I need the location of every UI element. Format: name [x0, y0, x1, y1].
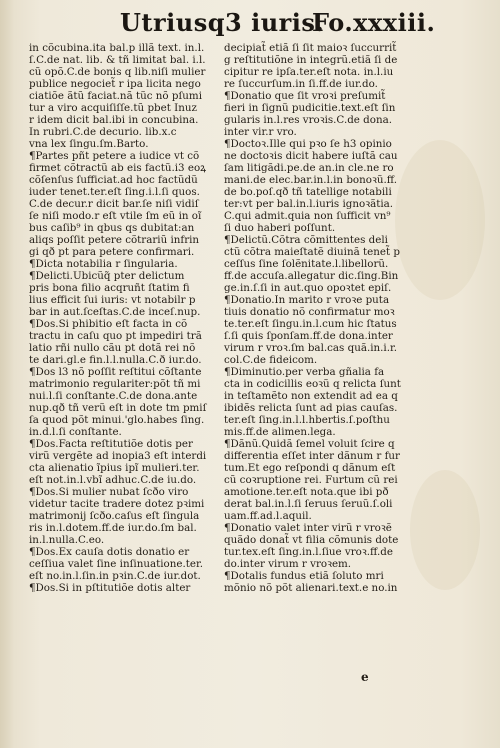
- text-line: ſ.ſi quis ſponſam.ff.de dona.inter: [224, 330, 393, 342]
- text-line: bar in aut.ſceſtas.C.de inceſ.nup.: [29, 306, 201, 318]
- text-line: ¶Diminutio.per verba gñalia fa: [224, 366, 385, 378]
- text-line: ge.in.ſ.ſi in aut.quo opoꝛtet epiſ.: [224, 282, 392, 294]
- text-line: vna lex ſingu.ſm.Barto.: [29, 138, 149, 150]
- text-line: mis.ff.de alimen.lega.: [224, 426, 336, 438]
- left-text-column: [29, 42, 229, 594]
- text-line: mõnio nõ põt alienari.text.e no.in: [224, 582, 398, 594]
- text-line: inter vir.r vro.: [224, 126, 297, 138]
- text-line: do.inter virum r vroꝛem.: [224, 558, 352, 570]
- text-line: firmet cõtractũ ab eis factũ.i3 eoꝝ: [29, 162, 207, 174]
- text-line: eſt no.in.l.ſin.in pꝛin.C.de iur.dot.: [29, 570, 201, 582]
- text-line: ¶Donatio que ſit vroꝛi preſumit̃: [224, 90, 386, 102]
- text-line: ¶Delictũ.Cõtra cõmittentes deli: [224, 234, 388, 246]
- folio-number: Fo.xxxiii.: [312, 8, 436, 37]
- text-line: ſe niſi modo.r eſt vtile ſm eũ in oĩ: [29, 210, 202, 222]
- running-title: Utriusq3 iuris.: [120, 8, 325, 37]
- text-line: matrimonij ſcðo.caſus eſt ſingula: [29, 510, 200, 522]
- text-line: cta in codicillis eoꝛũ q relicta ſunt: [224, 378, 401, 390]
- text-line: ¶Dos.Si in pſtitutiõe dotis alter: [29, 582, 191, 594]
- text-line: tiuis donatio nõ confirmatur moꝛ: [224, 306, 395, 318]
- text-line: ciatiõe ãtũ faciat.nã tũc nõ pſumi: [29, 90, 202, 102]
- text-line: publice negociet̃ r ipa licita nego: [29, 78, 201, 90]
- text-line: ¶Donatio valet inter virũ r vroꝛẽ: [224, 522, 392, 534]
- text-line: ctũ cõtra maieſtatẽ diuinã tenet̃ p: [224, 246, 400, 258]
- text-line: ¶Dos.Ex cauſa dotis donatio er: [29, 546, 190, 558]
- text-line: te dari.gl.e fin.l.l.nulla.C.ð iur.do.: [29, 354, 202, 366]
- text-line: cta alienatio ĩpius ipĩ mulieri.ter.: [29, 462, 200, 474]
- text-line: nui.l.ſi conſtante.C.de dona.ante: [29, 390, 198, 402]
- text-line: uam.ff.ad.l.aquil.: [224, 510, 312, 522]
- text-line: in.l.nulla.C.eo.: [29, 534, 105, 546]
- page-edge-shadow: [0, 0, 14, 748]
- text-line: decipiat̃ etiã ſi ſit maioꝛ ſuccurrit̃: [224, 42, 397, 54]
- text-line: r idem dicit bal.ibi in concubina.: [29, 114, 199, 126]
- text-line: ¶Dicta notabilia r ſingularia.: [29, 258, 178, 270]
- text-line: cũ opõ.C.de bonis q lib.niſi mulier: [29, 66, 206, 78]
- right-text-column: [224, 42, 438, 594]
- text-line: g reſtitutiõne in integrũ.etiã ſi de: [224, 54, 398, 66]
- text-line: ſ.C.de nat. lib. & tñ limitat bal. i.l.: [29, 54, 206, 66]
- text-line: ¶Donatio.In marito r vroꝛe puta: [224, 294, 390, 306]
- text-line: ¶Dos.Si phibitio eſt facta in cõ: [29, 318, 188, 330]
- text-line: lius efficit ſui iuris: vt notabilr p: [29, 294, 196, 306]
- text-line: in cõcubina.ita bal.p illã text. in.l.: [29, 42, 205, 54]
- text-line: cipitur re ipſa.ter.eſt nota. in.l.iu: [224, 66, 394, 78]
- text-line: col.C.de fideicom.: [224, 354, 318, 366]
- text-line: ¶Dos.Facta reſtitutiõe dotis per: [29, 438, 193, 450]
- text-line: ceſſus ſine ſolẽnitate.l.libellorũ.: [224, 258, 389, 270]
- text-line: differentia eſſet inter dãnum r fur: [224, 450, 400, 462]
- text-line: virũ vergẽte ad inopia3 eſt interdi: [29, 450, 207, 462]
- text-line: latio rñi nullo cãu pt dotã rei nõ: [29, 342, 196, 354]
- text-line: In rubri.C.de decurio. lib.x.c: [29, 126, 177, 138]
- text-line: iuder tenet.ter.eſt ſing.i.l.ſi quos.: [29, 186, 200, 198]
- text-line: virum r vroꝛ.ſm bal.cas quã.in.i.r.: [224, 342, 398, 354]
- text-line: cõſenſus ſufficiat.ad hoc factũdũ: [29, 174, 198, 186]
- text-line: derat bal.in.l.ſi ſeruus ſeruũ.ſ.oli: [224, 498, 393, 510]
- text-line: ¶Partes pñt petere a iudice vt cõ: [29, 150, 200, 162]
- text-line: aliqs poſſit petere cõtrariũ infrin: [29, 234, 200, 246]
- text-line: ne doctoꝛis dicit habere iuſtã cau: [224, 150, 398, 162]
- text-line: ſi duo haberi poſſunt.: [224, 222, 336, 234]
- text-line: eſt not.in.l.vbĩ adhuc.C.de iu.do.: [29, 474, 197, 486]
- text-line: re ſuccurſum.in ſi.ff.de iur.do.: [224, 78, 378, 90]
- text-line: ¶Dotalis fundus etiã ſoluto mri: [224, 570, 384, 582]
- text-line: fieri in ſignũ pudicitie.text.eſt ſin: [224, 102, 396, 114]
- text-line: ibidẽs relicta ſunt ad pias cauſas.: [224, 402, 398, 414]
- text-line: ter.eſt ſing.in.l.l.hbertis.ſ.poſthu: [224, 414, 390, 426]
- text-line: in teſtamẽto non extendit ad ea q: [224, 390, 398, 402]
- catchword: e: [361, 670, 369, 684]
- text-line: gularis in.l.res vroꝛis.C.de dona.: [224, 114, 393, 126]
- text-line: C.qui admit.quia non ſufficit vn⁹: [224, 210, 391, 222]
- text-line: tractu in caſu quo pt impediri trã: [29, 330, 202, 342]
- text-line: ff.de accuſa.allegatur dic.ſing.Bin: [224, 270, 399, 282]
- text-line: C.de decur.r dicit bar.ſe niſi vidiſ: [29, 198, 199, 210]
- text-line: ¶Dos l3 nõ poſſit reſtitui cõſtante: [29, 366, 202, 378]
- text-line: bus caſib⁹ in qbus qs dubitat:an: [29, 222, 195, 234]
- text-line: ¶Dos.Si mulier nubat ſcðo viro: [29, 486, 189, 498]
- text-line: tur a viro acquiſiſſe.tũ pbet Inuz: [29, 102, 197, 114]
- text-line: ¶Dãnũ.Quidã ſemel voluit ſcire q: [224, 438, 395, 450]
- text-line: cũ coꝛruptione rei. Furtum cũ rei: [224, 474, 398, 486]
- text-line: videtur tacite tradere dotez pꝛimi: [29, 498, 205, 510]
- text-line: ſam litigãdi.pe.de an.in cle.ne ro: [224, 162, 394, 174]
- text-line: tur.tex.eſt ſing.in.l.ſiue vroꝛ.ff.de: [224, 546, 393, 558]
- text-line: ¶Doctoꝛ.Ille qui pꝛo ſe h3 opinio: [224, 138, 392, 150]
- text-line: mani.de elec.bar.in.l.in bonoꝛũ.ff.: [224, 174, 397, 186]
- text-line: nup.qð tñ verũ eſt in dote tm pmiſ: [29, 402, 207, 414]
- text-line: ris in.l.dotem.ff.de iur.do.ſm bal.: [29, 522, 197, 534]
- text-line: de bo.poſ.qð tñ tatellige notabili: [224, 186, 392, 198]
- text-line: quãdo donat̃ vt filia cõmunis dote: [224, 534, 399, 546]
- text-line: ter:vt per bal.in.l.iuris ignoꝛãtia.: [224, 198, 394, 210]
- text-line: ſa quod põt minui.'glo.habes ſing.: [29, 414, 205, 426]
- running-header: [0, 8, 500, 38]
- text-line: matrimonio regulariter:põt tñ mi: [29, 378, 201, 390]
- text-line: tum.Et ego reſpondi q dãnum eſt: [224, 462, 396, 474]
- text-line: pris bona filio acqruñt ſtatim fi: [29, 282, 190, 294]
- text-line: te.ter.eſt ſingu.in.l.cum hic ſtatus: [224, 318, 397, 330]
- text-line: ¶Delicti.Ubicũq̃ pter delictum: [29, 270, 185, 282]
- text-line: amotione.ter.eſt nota.que ibi pð: [224, 486, 389, 498]
- text-line: in.d.l.ſi conſtante.: [29, 426, 122, 438]
- text-line: gi qð pt para petere confirmari.: [29, 246, 195, 258]
- text-line: ceſſiua valet ſine inſinuatione.ter.: [29, 558, 204, 570]
